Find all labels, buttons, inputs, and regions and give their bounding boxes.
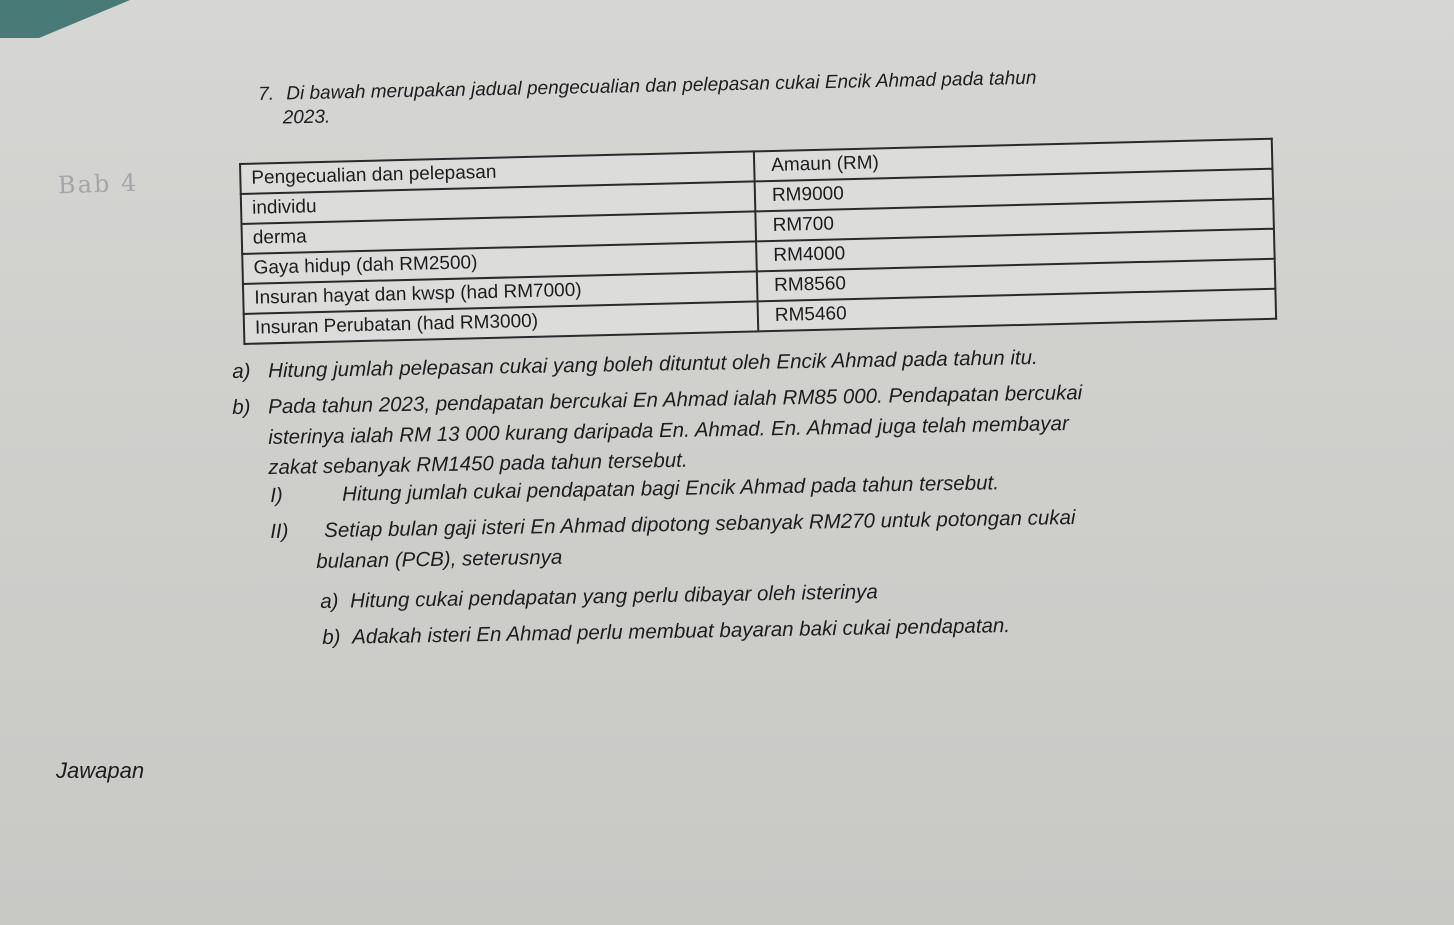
part-ii-line1: Setiap bulan gaji isteri En Ahmad dipotong sebanyak RM270 untuk potongan cukai [323,505,1076,543]
table-cell-item: individu [241,181,756,224]
margin-note: Bab 4 [57,168,139,200]
part-a-text: Hitung jumlah pelepasan cukai yang boleh dituntut oleh Encik Ahmad pada tahun itu. [267,345,1038,383]
part-i-label: I) [270,483,283,507]
table-header-cell: Amaun (RM) [754,139,1273,182]
background-corner [0,0,130,38]
part-ii-a [320,580,878,614]
part-b-line1: Pada tahun 2023, pendapatan bercukai En Ahmad ialah RM85 000. Pendapatan bercukai [267,381,1083,419]
table-header-cell: Pengecualian dan pelepasan [240,151,755,194]
part-ii-line2: bulanan (PCB), seterusnya [316,545,563,573]
part-ii-a-label: a) [320,589,339,613]
part-a [232,346,1038,384]
answer-label: Jawapan [56,758,145,783]
table-cell-amount: RM4000 [756,229,1275,272]
part-i-text: Hitung jumlah cukai pendapatan bagi Encik Ahmad pada tahun tersebut. [341,471,1000,506]
part-a-label: a) [232,359,251,383]
table-cell-amount: RM8560 [757,259,1276,302]
table-cell-item: derma [241,211,756,254]
question-year: 2023. [282,106,331,129]
table-cell-amount: RM5460 [758,289,1277,332]
part-ii-b-text: Adakah isteri En Ahmad perlu membuat bayaran baki cukai pendapatan. [351,613,1011,649]
question-header [258,62,1258,129]
part-ii-b-label: b) [322,625,341,649]
part-ii-label: II) [270,519,289,543]
question-text: Di bawah merupakan jadual pengecualian dan pelepasan cukai Encik Ahmad pada tahun [286,67,1037,105]
part-b-line3: zakat sebanyak RM1450 pada tahun tersebut. [268,448,688,479]
table-cell-item: Insuran hayat dan kwsp (had RM7000) [243,271,758,314]
part-ii [270,506,1076,544]
question-number: 7. [258,83,275,105]
table-cell-item: Insuran Perubatan (had RM3000) [244,301,759,344]
part-b-label: b) [232,395,251,419]
table-cell-amount: RM9000 [755,169,1274,212]
tax-relief-table [239,138,1277,345]
part-ii-b [322,614,1010,650]
part-b-line2: isterinya ialah RM 13 000 kurang daripada En. Ahmad. En. Ahmad juga telah membayar [268,412,1069,449]
table-cell-item: Gaya hidup (dah RM2500) [242,241,757,284]
table-cell-amount: RM700 [755,199,1274,242]
part-ii-a-text: Hitung cukai pendapatan yang perlu dibayar oleh isterinya [349,580,878,613]
